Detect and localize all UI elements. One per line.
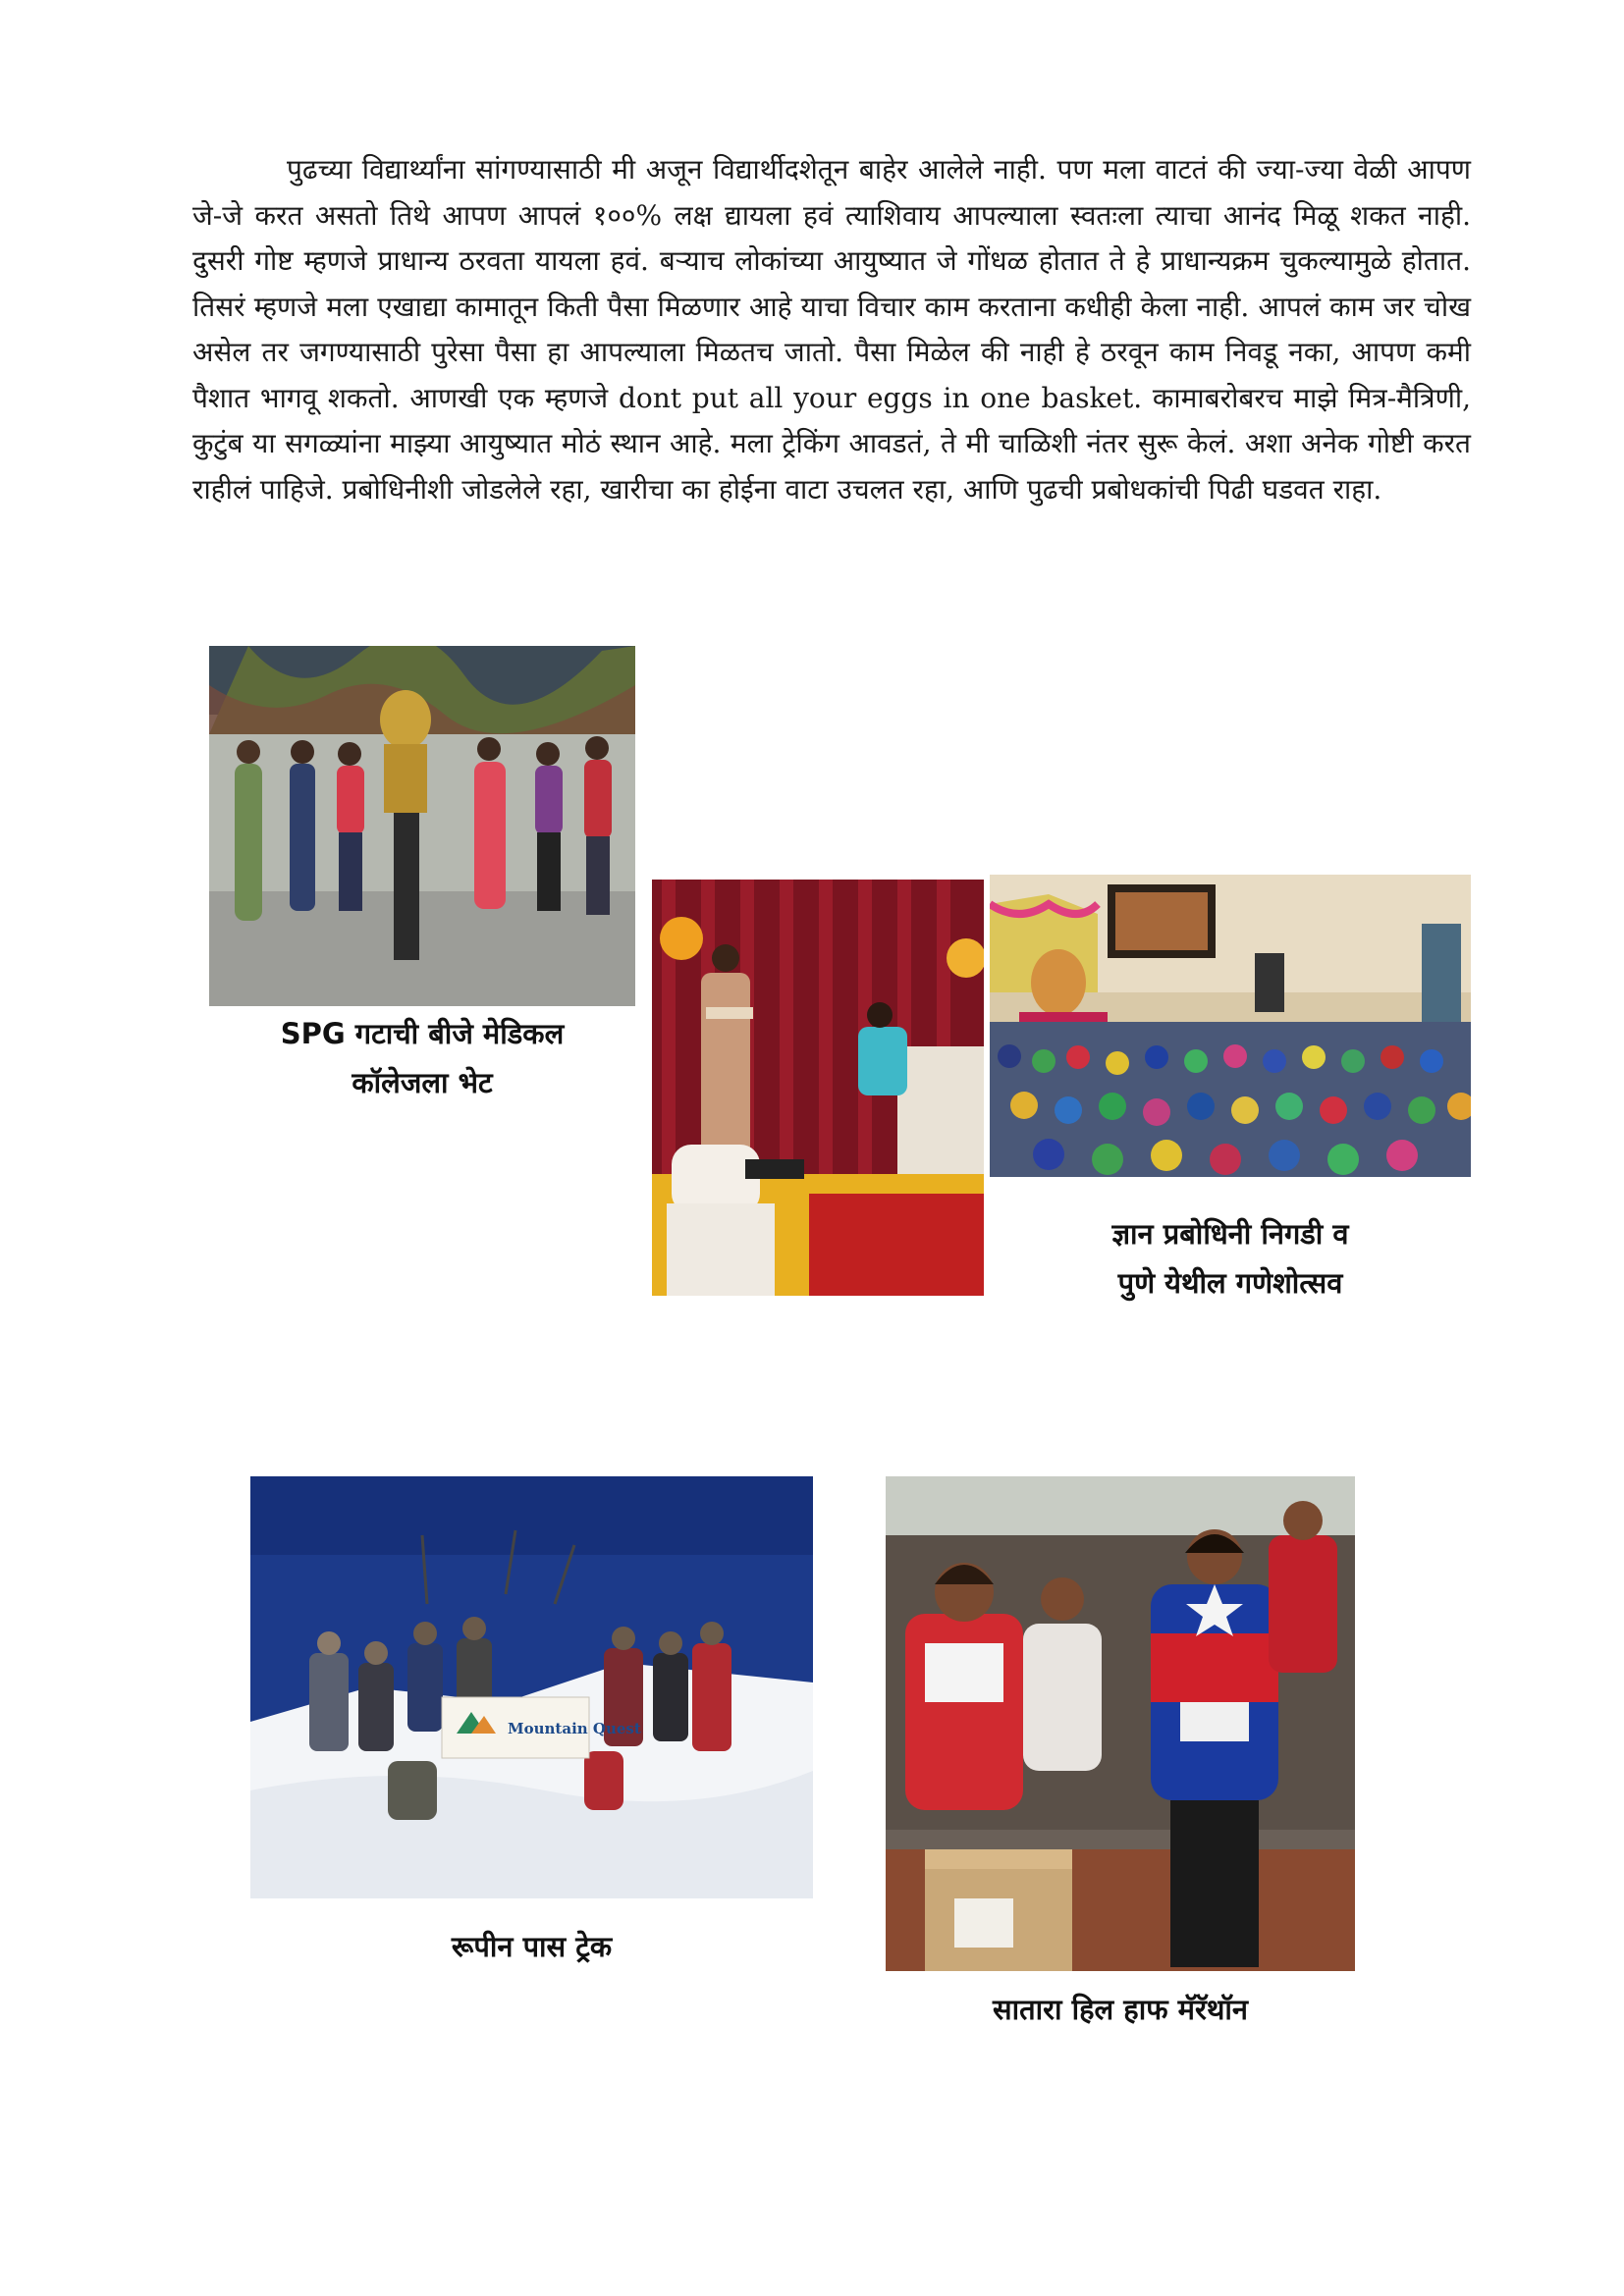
- banner-text: Mountain Quest: [508, 1720, 641, 1737]
- stage-event-photo: [652, 880, 984, 1296]
- ganeshotsav-photo: [990, 875, 1471, 1177]
- caption-trek: रूपीन पास ट्रेक: [451, 1930, 613, 1963]
- rupin-pass-trek-photo: [250, 1476, 813, 1898]
- caption-marathon: सातारा हिल हाफ मॅरॅथॉन: [993, 1993, 1248, 2026]
- body-paragraph: पुढच्या विद्यार्थ्यांना सांगण्यासाठी मी अजून विद्यार्थीदशेतून बाहेर आलेले नाही. पण मला वाटतं की ज्या-ज्या वेळी आपण जे-जे करत असतो तिथे आपण आपलं १००% लक्ष द्यायला हवं त्याशिवाय आपल्याला स्वतःला त्याचा आनंद मिळू शकत नाही. दुसरी गोष्ट म्हणजे प्राधान्य ठरवता यायला हवं. बऱ्याच लोकांच्या आयुष्यात जे गोंधळ होतात ते हे प्राधान्यक्रम चुकल्यामुळे होतात. तिसरं म्हणजे मला एखाद्या कामातून किती पैसा मिळणार आहे याचा विचार काम करताना कधीही केला नाही. आपलं काम जर चोख असेल तर जगण्यासाठी पुरेसा पैसा हा आपल्याला मिळतच जातो. पैसा मिळेल की नाही हे ठरवून काम निवडू नका, आपण कमी पैशात भागवू शकतो. आणखी एक म्हणजे dont put all your eggs in one basket. कामाबरोबरच माझे मित्र-मैत्रिणी, कुटुंब या सगळ्यांना माझ्या आयुष्यात मोठं स्थान आहे. मला ट्रेकिंग आवडतं, ते मी चाळिशी नंतर सुरू केलं. अशा अनेक गोष्टी करत राहीलं पाहिजे. प्रबोधिनीशी जोडलेले रहा, खारीचा का होईना वाटा उचलत रहा, आणि पुढची प्रबोधकांची पिढी घडवत राहा.: [192, 153, 1471, 506]
- satara-marathon-photo: [886, 1476, 1355, 1971]
- caption-ganeshotsav: ज्ञान प्रबोधिनी निगडी व पुणे येथील गणेशोत्सव: [1111, 1217, 1349, 1300]
- medical-college-photo: [209, 646, 635, 1006]
- caption-medical-college: SPG गटाची बीजे मेडिकल कॉलेजला भेट: [280, 1017, 565, 1099]
